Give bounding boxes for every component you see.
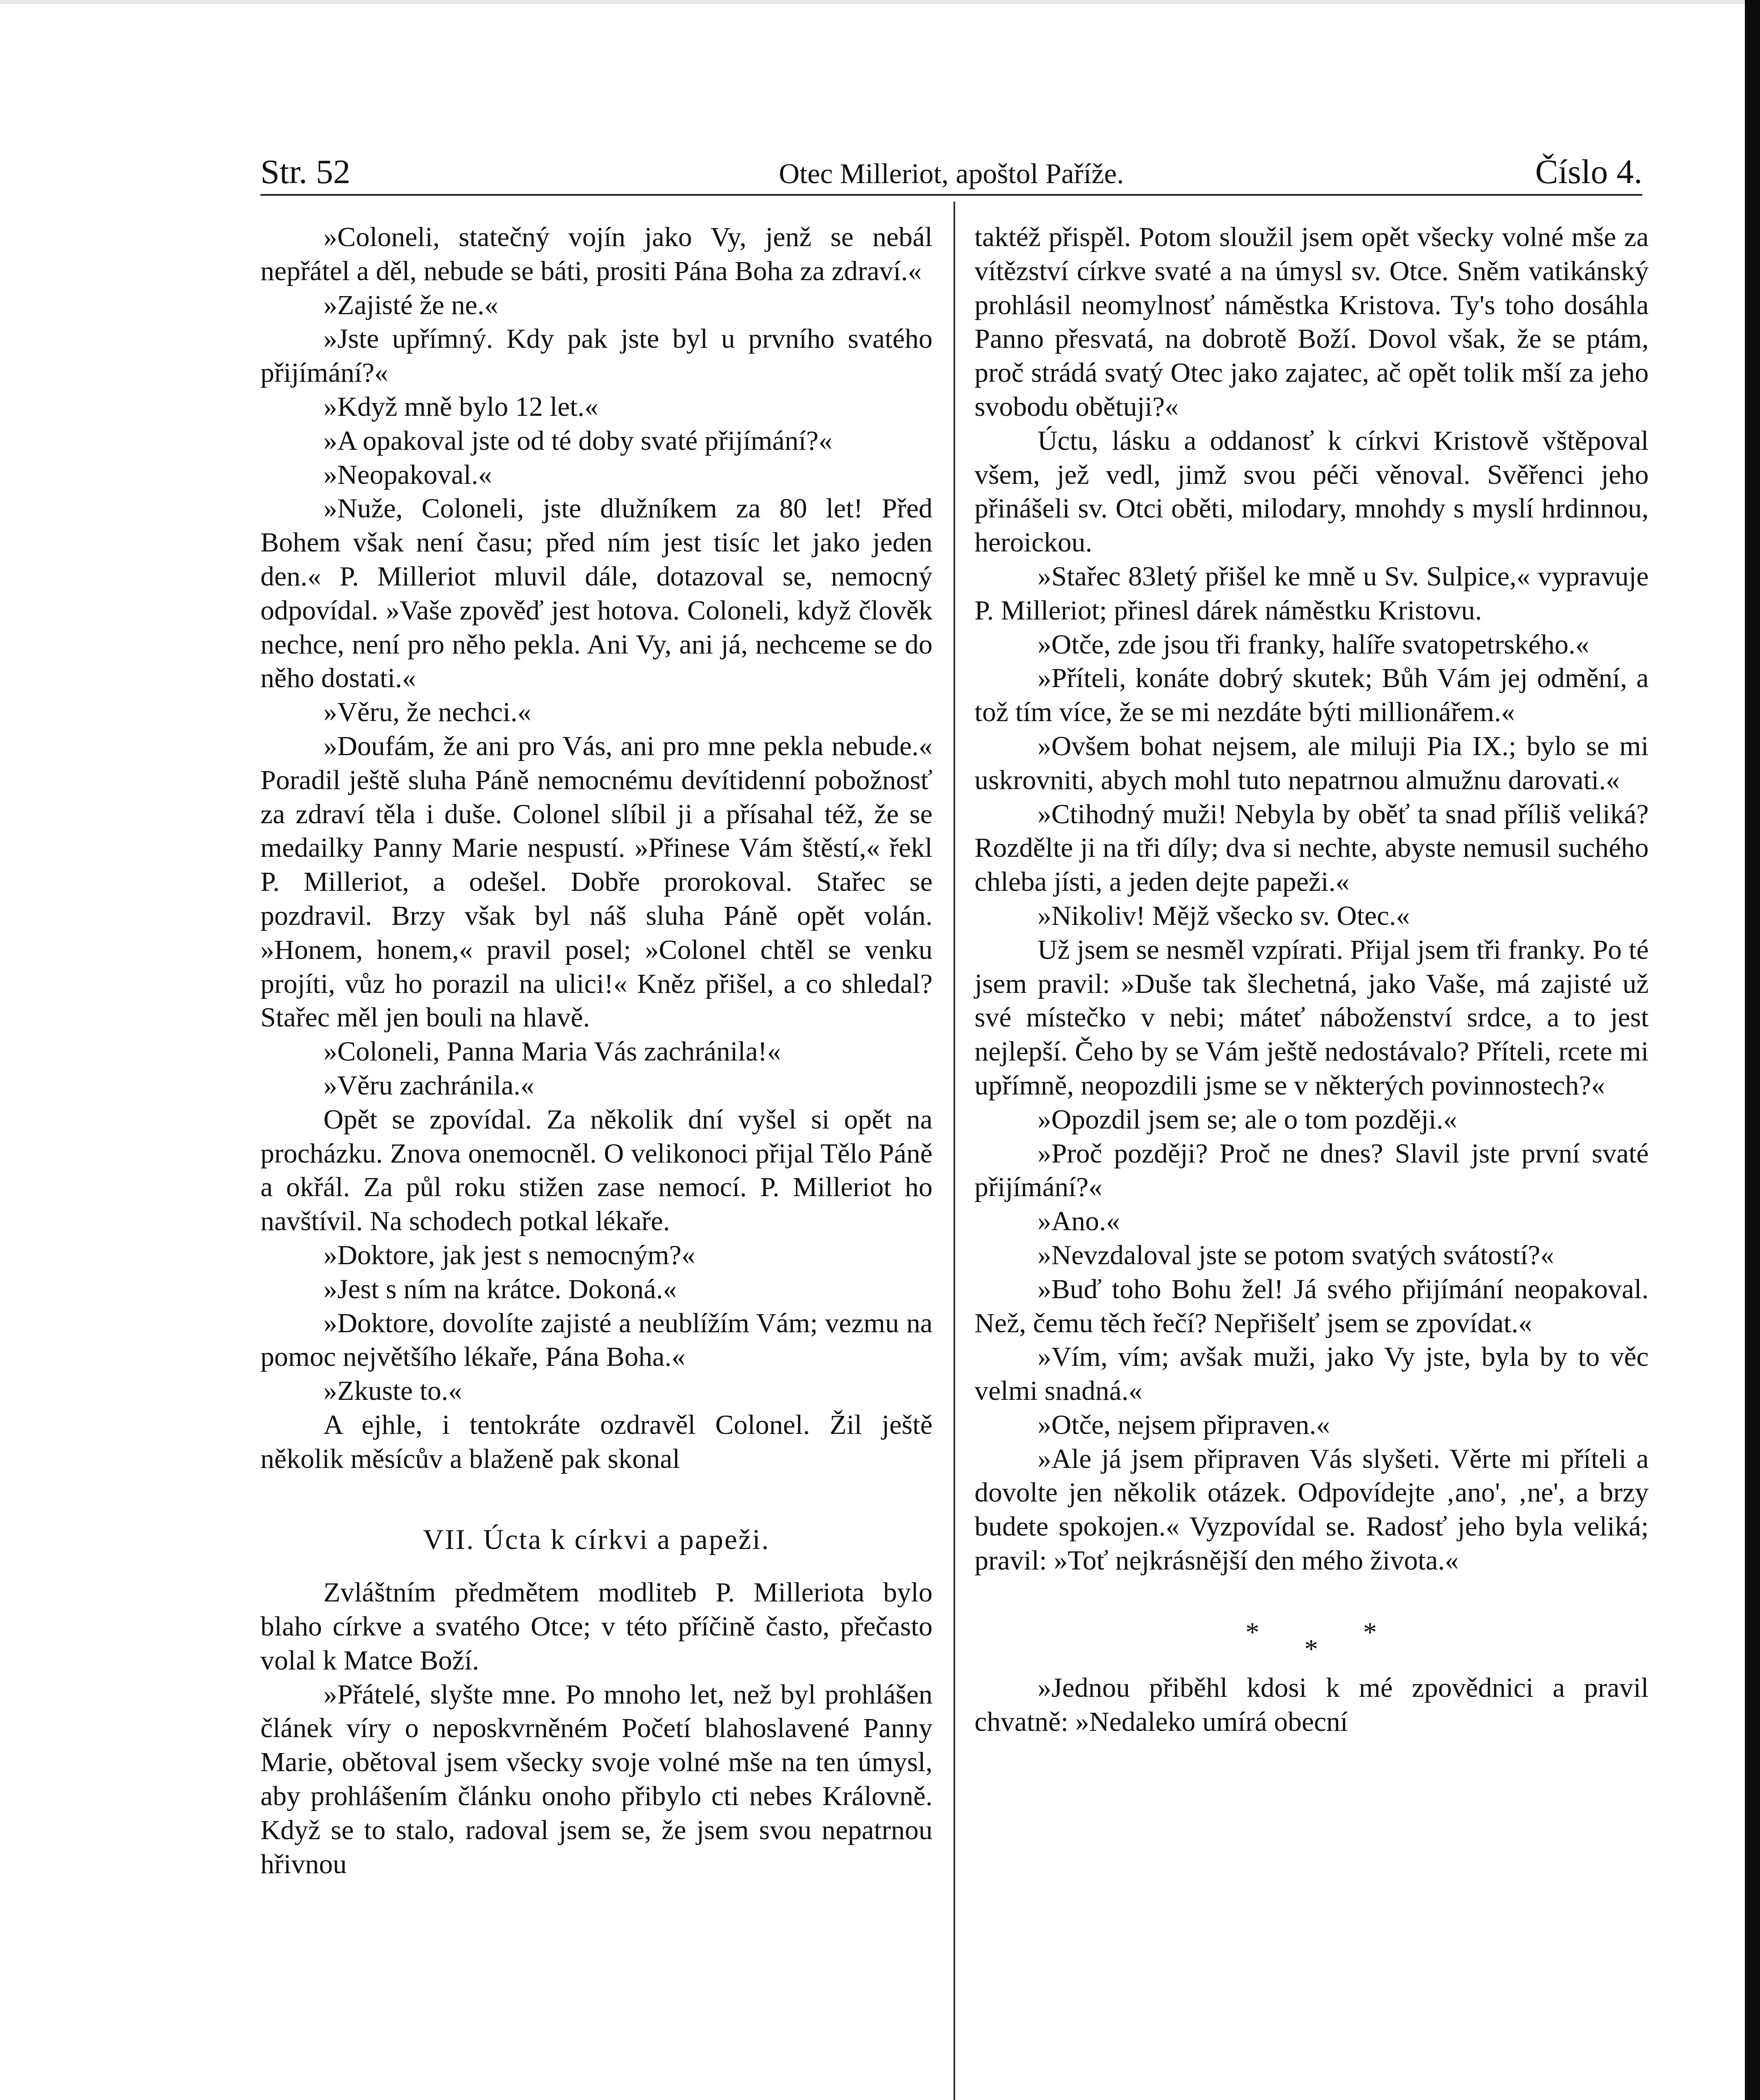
paragraph: »Nevzdaloval jste se potom svatých svátostí?« <box>1038 1239 1554 1270</box>
paragraph: »Neopakoval.« <box>323 459 492 490</box>
paragraph: »Zkuste to.« <box>323 1376 462 1407</box>
paragraph: »Doktore, dovolíte zajisté a neublížím Vám; vezmu na pomoc největšího lékaře, Pána Boha.« <box>260 1307 933 1373</box>
separator-star: * <box>1363 1617 1377 1648</box>
paragraph: Zvláštním předmětem modliteb P. Milleriota bylo blaho církve a svatého Otce; v této příčině často, přečasto volal k Matce Boží. <box>260 1577 933 1676</box>
paragraph: »Ale já jsem připraven Vás slyšeti. Věrte mi příteli a dovolte jen několik otázek. Odpovídejte ‚ano', ‚ne', a brzy budete spokojen.« Vyzpovídal se. Radosť jeho byla veliká; pravil: »Toť nejkrásnější den mého života.« <box>975 1443 1649 1576</box>
paragraph: »Příteli, konáte dobrý skutek; Bůh Vám jej odmění, a tož tím více, že se mi nezdáte býti millionářem.« <box>975 663 1649 728</box>
paragraph: »Otče, nejsem připraven.« <box>1038 1409 1330 1440</box>
paragraph: Úctu, lásku a oddanosť k církvi Kristově vštěpoval všem, jež vedl, jimž svou péči věnoval. Svěřenci jeho přinášeli sv. Otci oběti, milodary, mnohdy s myslí hrdinnou, heroickou. <box>975 425 1649 558</box>
paragraph: »Věru zachránila.« <box>323 1070 535 1101</box>
paragraph: »Coloneli, Panna Maria Vás zachránila!« <box>323 1036 781 1067</box>
paragraph: »Zajisté že ne.« <box>323 289 498 320</box>
paragraph: »Doufám, že ani pro Vás, ani pro mne pekla nebude.« Poradil ještě sluha Páně nemocnému devítidenní pobožnosť za zdraví těla i duše. Colonel slíbil ji a přísahal též, že se medailky Panny Marie nespustí. »Přinese Vám štěstí,« řekl P. Milleriot, a odešel. Dobře prorokoval. Stařec se pozdravil. Brzy však byl náš sluha Páně opět volán. »Honem, honem,« pravil posel; »Colonel chtěl se venku projíti, vůz ho porazil na ulici!« Kněz přišel, a co shledal? Stařec měl jen bouli na hlavě. <box>260 730 933 1033</box>
paragraph: »A opakoval jste od té doby svaté přijímání?« <box>323 425 833 456</box>
header-page-number: Str. 52 <box>260 152 351 191</box>
paragraph: »Otče, zde jsou tři franky, halíře svatopetrského.« <box>1038 629 1589 660</box>
running-header <box>260 143 1642 206</box>
paragraph: »Přátelé, slyšte mne. Po mnoho let, než byl prohlášen článek víry o neposkvrněném Početí blahoslavené Panny Marie, obětoval jsem všecky svoje volné mše na ten úmysl, aby prohlášením článku onoho přibylo cti nebes Královně. Když se to stalo, radoval jsem se, že jsem svou nepatrnou hřivnou <box>260 1679 933 1880</box>
right-column <box>975 220 1649 1739</box>
column-divider <box>954 202 955 2100</box>
header-title: Otec Milleriot, apoštol Paříže. <box>779 158 1124 189</box>
header-issue-number: Číslo 4. <box>1535 152 1642 191</box>
paragraph: »Doktore, jak jest s nemocným?« <box>323 1239 696 1270</box>
paragraph: A ejhle, i tentokráte ozdravěl Colonel. Žil ještě několik měsícův a blaženě pak skonal <box>260 1409 933 1474</box>
separator-star: * <box>1304 1633 1318 1664</box>
paragraph: »Buď toho Bohu žel! Já svého přijímání neopakoval. Než, čemu těch řečí? Nepřišelť jsem se zpovídat.« <box>975 1273 1649 1339</box>
paragraph: »Když mně bylo 12 let.« <box>323 391 599 422</box>
paragraph: »Ano.« <box>1038 1206 1120 1237</box>
paragraph: »Coloneli, statečný vojín jako Vy, jenž se nebál nepřátel a děl, nebude se báti, prositi Pána Boha za zdraví.« <box>260 222 933 286</box>
paragraph: »Věru, že nechci.« <box>323 697 531 728</box>
paragraph: Už jsem se nesměl vzpírati. Přijal jsem tři franky. Po té jsem pravil: »Duše tak šlechetná, jako Vaše, má zajisté už své místečko v nebi; máteť náboženství srdce, a to jest nejlepší. Čeho by se Vám ještě nedostávalo? Příteli, rcete mi upřímně, neopozdili jsme se v některých povinnostech?« <box>975 934 1649 1101</box>
page-right-edge <box>1745 0 1760 2100</box>
page-top-edge <box>0 0 1760 4</box>
left-column <box>260 220 933 1881</box>
paragraph: »Jste upřímný. Kdy pak jste byl u prvního svatého přijímání?« <box>260 323 933 388</box>
section-heading: VII. Úcta k církvi a papeži. <box>423 1523 770 1556</box>
paragraph: »Nikoliv! Mějž všecko sv. Otec.« <box>1038 900 1410 931</box>
separator-star: * <box>1245 1617 1259 1648</box>
paragraph: »Nuže, Coloneli, jste dlužníkem za 80 let! Před Bohem však není času; před ním jest tisíc let jako jeden den.« P. Milleriot mluvil dále, dotazoval se, nemocný odpovídal. »Vaše zpověď jest hotova. Coloneli, když člověk nechce, není pro něho pekla. Ani Vy, ani já, nechceme se do něho dostati.« <box>260 493 933 694</box>
header-rule <box>260 194 1642 196</box>
asterism-separator <box>975 1578 1649 1662</box>
paragraph: »Proč později? Proč ne dnes? Slavil jste první svaté přijímání?« <box>975 1138 1649 1203</box>
paragraph: Opět se zpovídal. Za několik dní vyšel si opět na procházku. Znova onemocněl. O velikonoci přijal Tělo Páně a okřál. Za půl roku stižen zase nemocí. P. Milleriot ho navštívil. Na schodech potkal lékaře. <box>260 1104 933 1237</box>
paragraph-continuation: taktéž přispěl. Potom sloužil jsem opět všecky volné mše za vítězství církve svaté a na úmysl sv. Otce. Sněm vatikánský prohlásil neomylnosť náměstka Kristova. Ty's toho dosáhla Panno přesvatá, na dobrotě Boží. Dovol však, že se ptám, proč strádá svatý Otec jako zajatec, ač opět tolik mší za jeho svobodu obětuji?« <box>975 222 1649 422</box>
paragraph: »Ctihodný muži! Nebyla by oběť ta snad příliš veliká? Rozdělte ji na tři díly; dva si nechte, abyste nemusil suchého chleba jísti, a jeden dejte papeži.« <box>975 798 1649 898</box>
paragraph: »Vím, vím; avšak muži, jako Vy jste, byla by to věc velmi snadná.« <box>975 1341 1649 1407</box>
paragraph: »Stařec 83letý přišel ke mně u Sv. Sulpice,« vypravuje P. Milleriot; přinesl dárek náměstku Kristovu. <box>975 561 1649 626</box>
paragraph: »Opozdil jsem se; ale o tom později.« <box>1038 1104 1457 1135</box>
paragraph: »Jest s ním na krátce. Dokoná.« <box>323 1273 677 1305</box>
paragraph: »Jednou přiběhl kdosi k mé zpovědnici a pravil chvatně: »Nedaleko umírá obecní <box>975 1672 1649 1737</box>
paragraph: »Ovšem bohat nejsem, ale miluji Pia IX.; bylo se mi uskrovniti, abych mohl tuto nepatrnou almužnu darovati.« <box>975 730 1649 795</box>
